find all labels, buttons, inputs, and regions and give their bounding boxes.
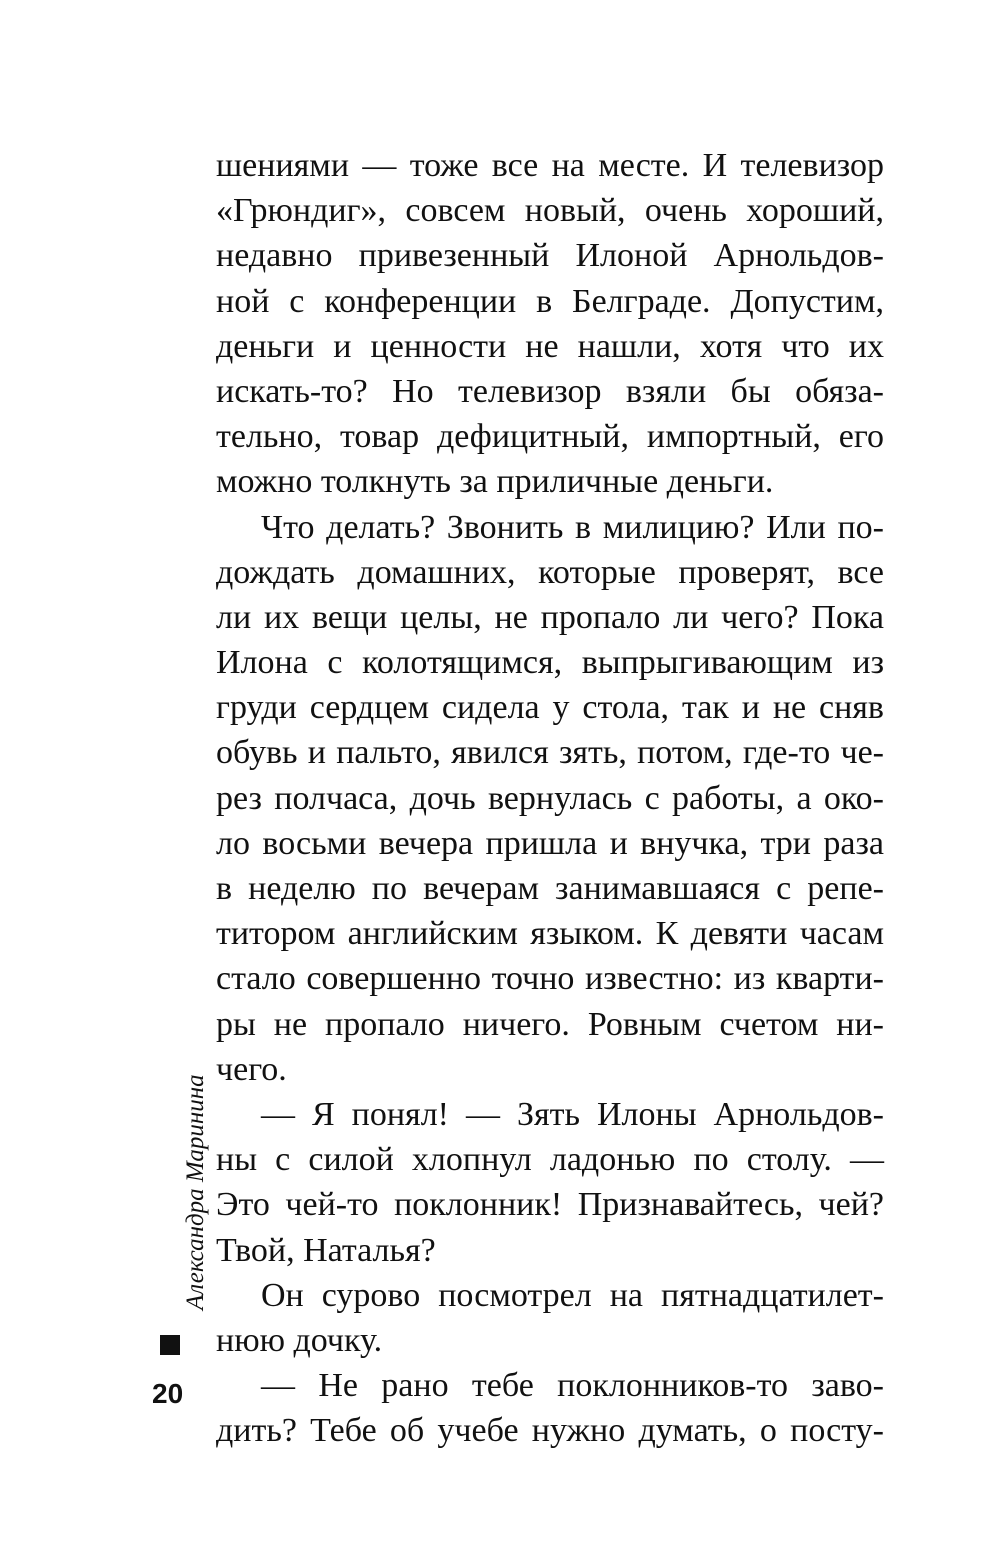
text-line: — Я понял! — Зять Илоны Арнольдов- bbox=[261, 1095, 884, 1133]
text-line: — Не рано тебе поклонников-то заво- bbox=[261, 1367, 884, 1405]
folio-square-marker bbox=[160, 1335, 180, 1355]
running-head-author: Александра Маринина bbox=[182, 1074, 209, 1310]
text-line: груди сердцем сидела у стола, так и не сняв bbox=[216, 689, 884, 727]
text-line: титором английским языком. К девяти часам bbox=[216, 915, 884, 953]
text-line: Он сурово посмотрел на пятнадцатилет- bbox=[261, 1276, 884, 1314]
text-line: можно толкнуть за приличные деньги. bbox=[216, 463, 774, 501]
text-line: в неделю по вечерам занимавшаяся с репе- bbox=[216, 870, 884, 907]
page-number: 20 bbox=[152, 1378, 184, 1409]
text-line: стало совершенно точно известно: из кварти- bbox=[216, 960, 884, 998]
text-line: ры не пропало ничего. Ровным счетом ни- bbox=[216, 1005, 884, 1043]
text-line: дить? Тебе об учебе нужно думать, о посту- bbox=[216, 1412, 884, 1450]
text-line: чего. bbox=[216, 1050, 287, 1088]
text-line: искать-то? Но телевизор взяли бы обяза- bbox=[216, 372, 884, 410]
body-text bbox=[216, 143, 884, 1453]
text-line: Илона с колотящимся, выпрыгивающим из bbox=[216, 644, 884, 682]
text-line: Это чей-то поклонник! Признавайтесь, чей? bbox=[216, 1186, 884, 1224]
text-line: недавно привезенный Илоной Арнольдов- bbox=[216, 237, 884, 275]
text-line: Что делать? Звонить в милицию? Или по- bbox=[261, 508, 884, 546]
text-line: «Грюндиг», совсем новый, очень хороший, bbox=[216, 192, 884, 230]
text-line: ной с конференции в Белграде. Допустим, bbox=[216, 282, 884, 320]
text-line: ло восьми вечера пришла и внучка, три раза bbox=[216, 824, 884, 862]
text-line: деньги и ценности не нашли, хотя что их bbox=[216, 327, 884, 365]
text-line: ны с силой хлопнул ладонью по столу. — bbox=[216, 1141, 884, 1179]
text-line: обувь и пальто, явился зять, потом, где-то че- bbox=[216, 734, 884, 772]
text-line: тельно, товар дефицитный, импортный, его bbox=[216, 418, 884, 456]
text-line: нюю дочку. bbox=[216, 1321, 383, 1359]
text-line: шениями — тоже все на месте. И телевизор bbox=[216, 147, 884, 184]
text-line: Твой, Наталья? bbox=[216, 1231, 436, 1269]
text-line: дождать домашних, которые проверят, все bbox=[216, 553, 884, 591]
text-line: рез полчаса, дочь вернулась с работы, а око- bbox=[216, 779, 884, 817]
text-line: ли их вещи целы, не пропало ли чего? Пока bbox=[216, 598, 884, 636]
